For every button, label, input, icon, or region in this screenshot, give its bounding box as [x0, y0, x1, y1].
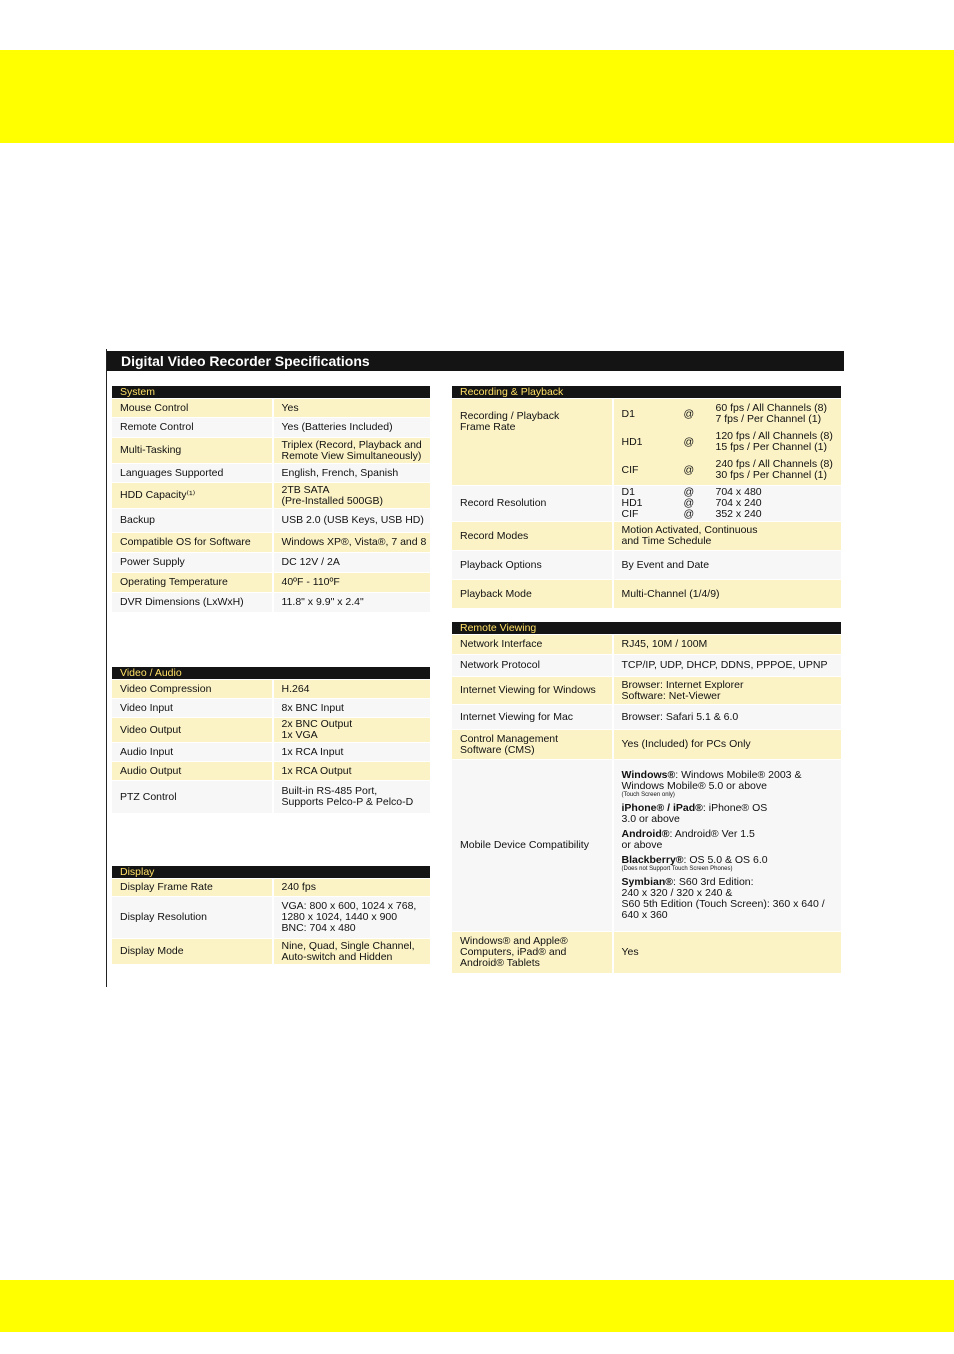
value-line: VGA: 800 x 600, 1024 x 768,: [281, 900, 417, 912]
spec-row: [112, 718, 431, 743]
spec-label: [452, 677, 613, 705]
spec-label: Languages Supported: [112, 464, 273, 483]
value-line: By Event and Date: [621, 558, 710, 571]
value-line: 2TB SATA: [281, 483, 330, 496]
spec-row: [112, 438, 431, 464]
spec-label: HDD Capacity⁽¹⁾: [112, 483, 273, 509]
section-heading: Display: [112, 866, 431, 879]
spec-value: [273, 573, 431, 593]
spec-label: [452, 705, 613, 730]
value-line: Motion Activated, Continuous: [621, 524, 758, 536]
spec-value: [613, 580, 842, 609]
resolution-name: D1: [621, 407, 635, 420]
platform-detail-line: Windows Mobile® 5.0 or above: [621, 779, 767, 792]
spec-value: [273, 438, 431, 464]
value-line: 1x RCA Output: [281, 764, 352, 777]
spec-value: [273, 762, 431, 781]
spec-label: [452, 932, 613, 974]
spec-value: [273, 699, 431, 718]
spec-value: [273, 897, 431, 939]
platform-line: [622, 770, 842, 781]
spec-row: [112, 399, 431, 418]
at-sign: @: [683, 435, 695, 448]
value-line: Yes: [281, 401, 299, 414]
section-heading: System: [112, 386, 431, 399]
at-sign: @: [683, 486, 695, 498]
record-resolution-values: [613, 486, 842, 522]
spec-label: Remote Control: [112, 418, 273, 438]
spec-label: Video Output: [112, 718, 273, 743]
display-heading-row: [112, 866, 431, 879]
spec-label: Multi-Tasking: [112, 438, 273, 464]
spec-row: [112, 483, 431, 509]
spec-row: [112, 418, 431, 438]
value-line: 240 fps: [281, 881, 316, 893]
spec-sheet: [106, 349, 851, 987]
fps-values: [716, 403, 842, 425]
spec-label: Playback Options: [452, 551, 613, 580]
spec-label: Mouse Control: [112, 399, 273, 418]
fps-line: 240 fps / All Channels (8): [715, 458, 833, 470]
spec-value: [613, 705, 842, 730]
label-line: Frame Rate: [460, 421, 516, 433]
spec-value: [613, 551, 842, 580]
resolution-name: HD1: [621, 435, 643, 448]
label-line: Network Interface: [460, 638, 543, 650]
platform-line: [622, 855, 842, 866]
at-sign: @: [683, 508, 695, 520]
system-table: [111, 385, 431, 613]
spec-row: [112, 593, 431, 613]
value-line: Yes (Included) for PCs Only: [621, 738, 751, 750]
frame-rate-row: [452, 399, 842, 486]
system-heading-row: [112, 386, 431, 399]
spec-row: [112, 879, 431, 897]
platform-detail-line: or above: [621, 838, 663, 851]
spec-row: [112, 762, 431, 781]
platform-name: Symbian®: [621, 875, 674, 888]
spec-value: [273, 743, 431, 762]
section-heading: Remote Viewing: [452, 622, 842, 635]
spec-value: [613, 677, 842, 705]
value-line: 2x BNC Output: [281, 718, 353, 730]
spec-value: [273, 483, 431, 509]
spec-label: Video Input: [112, 699, 273, 718]
platform-detail: : OS 5.0 & OS 6.0: [683, 853, 768, 866]
mobile-platform: [622, 855, 842, 873]
at-sign: @: [683, 407, 695, 420]
platform-detail-line: S60 5th Edition (Touch Screen): 360 x 640 /: [621, 897, 825, 910]
fps-values: [716, 431, 842, 453]
spec-label: [452, 635, 613, 655]
frame-rate-entry: [622, 428, 842, 456]
spec-row: [112, 699, 431, 718]
spec-row: [112, 897, 431, 939]
frame-rate-entry: [622, 400, 842, 428]
platform-detail-line: 3.0 or above: [621, 812, 680, 825]
spec-value: [273, 509, 431, 533]
spec-label: [452, 730, 613, 760]
spec-label: Backup: [112, 509, 273, 533]
spec-row: [112, 573, 431, 593]
label-line: Control Management: [460, 732, 559, 745]
spec-row: [452, 551, 842, 580]
spec-row: [112, 464, 431, 483]
spec-label: [452, 399, 613, 486]
spec-value: [273, 718, 431, 743]
spec-label: PTZ Control: [112, 781, 273, 814]
spec-value: [613, 655, 842, 677]
spec-label: Display Resolution: [112, 897, 273, 939]
video-audio-table: [111, 666, 431, 814]
spec-sheet-title: Digital Video Recorder Specifications: [107, 351, 844, 371]
spec-value: [273, 781, 431, 814]
mobile-platform: [622, 829, 842, 851]
platform-detail: : Android® Ver 1.5: [669, 827, 755, 840]
value-line: and Time Schedule: [621, 535, 712, 547]
spec-row: [452, 635, 842, 655]
fps-line: 120 fps / All Channels (8): [715, 430, 833, 442]
platform-detail: : Windows Mobile® 2003 &: [675, 768, 802, 781]
value-line: Built-in RS-485 Port,: [281, 785, 378, 797]
value-line: (Pre-Installed 500GB): [281, 494, 384, 507]
video_audio-heading-row: [112, 667, 431, 680]
platform-detail-line: 640 x 360: [621, 908, 668, 921]
spec-value: [613, 730, 842, 760]
spec-row: [112, 781, 431, 814]
value-line: Remote View Simultaneously): [281, 449, 422, 462]
spec-label: Power Supply: [112, 553, 273, 573]
value-line: Yes (Batteries Included): [281, 421, 393, 433]
spec-value: [273, 553, 431, 573]
label-line: Recording / Playback: [460, 410, 560, 422]
value-line: Supports Pelco-P & Pelco-D: [281, 796, 414, 808]
spec-row: [112, 509, 431, 533]
value-line: Software: Net-Viewer: [621, 689, 721, 702]
spec-value: [613, 635, 842, 655]
spec-value: [273, 418, 431, 438]
value-line: 1x RCA Input: [281, 745, 344, 758]
label-line: Android® Tablets: [460, 957, 540, 969]
label-line: Internet Viewing for Mac: [460, 710, 574, 723]
label-line: Internet Viewing for Windows: [460, 684, 596, 696]
mobile-compatibility-row: [452, 760, 842, 932]
spec-value: [273, 593, 431, 613]
value-line: Triplex (Record, Playback and: [281, 438, 422, 451]
label-line: Windows® and Apple®: [460, 935, 568, 947]
resolution-entry: [622, 509, 842, 520]
value-line: H.264: [281, 682, 310, 695]
spec-row: [452, 580, 842, 609]
platform-name: Android®: [621, 827, 670, 840]
value-line: 1x VGA: [281, 729, 318, 741]
section-heading: Video / Audio: [112, 667, 431, 680]
spec-row: [452, 677, 842, 705]
fps-line: 30 fps / Per Channel (1): [715, 469, 827, 481]
mobile-platform: [622, 877, 842, 921]
frame-rate-entry: [622, 456, 842, 484]
platform-line: [622, 877, 842, 888]
remote-viewing-table: [451, 621, 842, 974]
spec-row: [112, 743, 431, 762]
spec-label: Compatible OS for Software: [112, 533, 273, 553]
platform-line: [622, 803, 842, 814]
value-line: 11.8" x 9.9" x 2.4": [281, 596, 364, 608]
platform-detail: : iPhone® OS: [702, 801, 768, 814]
value-line: USB 2.0 (USB Keys, USB HD): [281, 514, 424, 526]
at-sign: @: [683, 497, 695, 509]
resolution-size: 352 x 240: [715, 508, 762, 520]
recording-heading-row: [452, 386, 842, 399]
value-line: 1280 x 1024, 1440 x 900: [281, 911, 398, 923]
mobile-platform: [622, 770, 842, 799]
spec-label: Display Mode: [112, 939, 273, 965]
spec-label: Record Modes: [452, 522, 613, 551]
value-line: 8x BNC Input: [281, 701, 344, 714]
computers-row: [452, 932, 842, 974]
value-line: Browser: Internet Explorer: [621, 678, 744, 691]
platform-note: (Does not Support Touch Screen Phones): [621, 865, 733, 872]
spec-row: [112, 533, 431, 553]
spec-row: [452, 655, 842, 677]
spec-label: [452, 655, 613, 677]
spec-value: [273, 879, 431, 897]
platform-name: iPhone® / iPad®: [621, 801, 703, 814]
spec-value: [273, 680, 431, 699]
mobile-platform: [622, 803, 842, 825]
value-line: TCP/IP, UDP, DHCP, DDNS, PPPOE, UPNP: [621, 659, 828, 671]
spec-row: [112, 680, 431, 699]
platform-detail-line: 240 x 320 / 320 x 240 &: [621, 886, 733, 899]
value-line: RJ45, 10M / 100M: [621, 638, 708, 650]
mobile-compatibility-values: [613, 760, 842, 932]
platform-name: Blackberry®: [621, 853, 684, 866]
label-line: Software (CMS): [460, 743, 535, 756]
resolution-name: D1: [621, 486, 635, 498]
platform-detail: : S60 3rd Edition:: [673, 875, 754, 888]
spec-label: Video Compression: [112, 680, 273, 699]
top-yellow-band: [0, 50, 954, 143]
spec-label: Operating Temperature: [112, 573, 273, 593]
value-line: Nine, Quad, Single Channel,: [281, 939, 415, 952]
spec-value: Yes: [613, 932, 842, 974]
spec-label: Record Resolution: [452, 486, 613, 522]
spec-value: [273, 399, 431, 418]
spec-value: [273, 464, 431, 483]
value-line: Windows XP®, Vista®, 7 and 8: [281, 536, 427, 548]
spec-label: Audio Output: [112, 762, 273, 781]
bottom-yellow-band: [0, 1280, 954, 1332]
at-sign: @: [683, 463, 695, 476]
spec-row: [112, 553, 431, 573]
spec-label: DVR Dimensions (LxWxH): [112, 593, 273, 613]
fps-line: 60 fps / All Channels (8): [715, 402, 827, 414]
spec-row: [452, 730, 842, 760]
section-heading: Recording & Playback: [452, 386, 842, 399]
spec-value: [273, 939, 431, 965]
spec-value: [273, 533, 431, 553]
label-line: Computers, iPad® and: [460, 946, 567, 958]
fps-line: 15 fps / Per Channel (1): [715, 441, 827, 453]
platform-note: (Touch Screen only): [621, 791, 675, 798]
resolution-size: 704 x 240: [715, 497, 762, 509]
platform-line: [622, 829, 842, 840]
value-line: Auto-switch and Hidden: [281, 950, 393, 963]
value-line: 40ºF - 110ºF: [281, 576, 340, 588]
resolution-name: HD1: [621, 497, 643, 509]
value-line: DC 12V / 2A: [281, 556, 340, 568]
display-table: [111, 865, 431, 965]
value-line: BNC: 704 x 480: [281, 922, 356, 934]
value-line: Browser: Safari 5.1 & 6.0: [621, 710, 739, 723]
resolution-name: CIF: [621, 463, 639, 476]
recording-playback-table: [451, 385, 842, 609]
spec-label: Mobile Device Compatibility: [452, 760, 613, 932]
fps-values: [716, 459, 842, 481]
resolution-name: CIF: [621, 508, 639, 520]
spec-row: [452, 522, 842, 551]
resolution-size: 704 x 480: [715, 486, 762, 498]
label-line: Network Protocol: [460, 659, 540, 671]
value-line: English, French, Spanish: [281, 466, 399, 479]
value-line: Multi-Channel (1/4/9): [621, 587, 720, 600]
spec-label: Audio Input: [112, 743, 273, 762]
spec-value: [613, 522, 842, 551]
spec-label: Display Frame Rate: [112, 879, 273, 897]
spec-label: Playback Mode: [452, 580, 613, 609]
spec-row: [112, 939, 431, 965]
platform-name: Windows®: [621, 768, 676, 781]
frame-rate-values: [613, 399, 842, 486]
fps-line: 7 fps / Per Channel (1): [715, 413, 822, 425]
spec-row: [452, 705, 842, 730]
record-resolution-row: [452, 486, 842, 522]
remote-heading-row: [452, 622, 842, 635]
